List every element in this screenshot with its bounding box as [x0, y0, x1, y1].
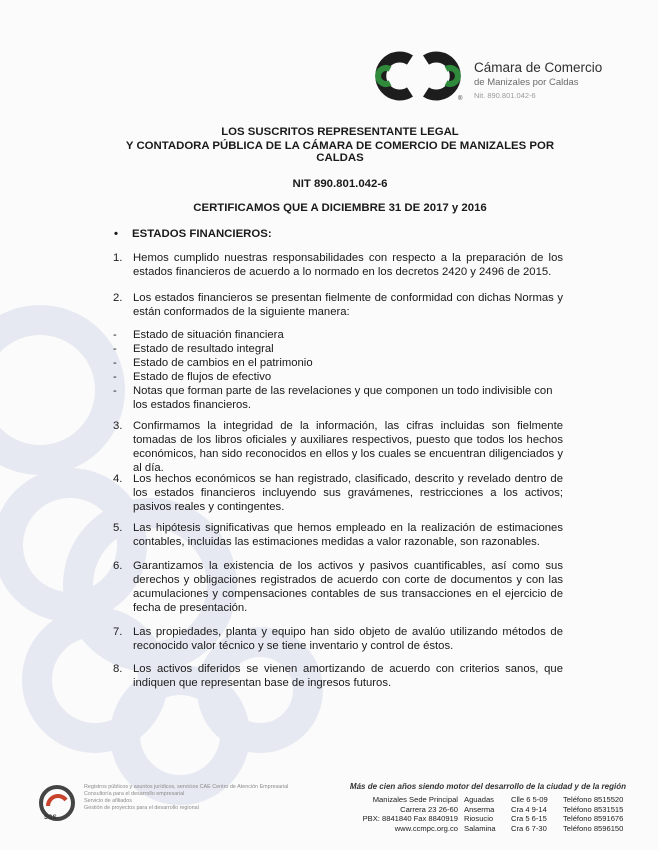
list-item [113, 559, 563, 615]
list-item [113, 251, 563, 279]
brand-block [474, 60, 602, 100]
item-number: 1. [113, 252, 123, 264]
list-item [113, 291, 563, 319]
branch-row [464, 814, 623, 824]
list-item [113, 342, 563, 356]
list-item [113, 472, 563, 514]
logo-c-left [381, 57, 410, 95]
item-text: Hemos cumplido nuestras responsabilidades con respecto a la preparación de los estados financieros de acuerdo a lo normado en los decretos 2420 y 2496 de 2015. [133, 252, 563, 278]
branch-phone: Teléfono 8515520 [563, 795, 624, 804]
item-text: Las propiedades, planta y equipo han sido objeto de avalúo utilizando métodos de reconocido valor técnico y se tiene inventario y control de éstos. [133, 626, 563, 652]
seal-label: SGS [44, 815, 57, 821]
list-item [113, 356, 563, 370]
section-bullet: • [114, 228, 118, 240]
statement-text: Estado de resultado integral [133, 343, 274, 355]
branch-city: Aguadas [464, 795, 494, 804]
website-link[interactable]: www.ccmpc.org.co [394, 823, 458, 833]
item-number: 8. [113, 663, 123, 675]
dash-marker: - [113, 329, 117, 341]
branch-phone: Teléfono 8596150 [563, 823, 624, 833]
branch-phone: Teléfono 8591676 [563, 814, 624, 824]
branch-row [464, 805, 623, 815]
section-title: ESTADOS FINANCIEROS: [132, 228, 272, 240]
statement-text: Notas que forman parte de las revelaciones y que componen un todo indivisible con los estados financieros. [133, 385, 553, 411]
logo-c-right [426, 57, 455, 95]
office-line: PBX: 8841840 Fax 8840919 [362, 814, 458, 824]
list-item [113, 419, 563, 475]
item-number: 7. [113, 626, 123, 638]
item-number: 6. [113, 560, 123, 572]
certification-heading: CERTIFICAMOS QUE A DICIEMBRE 31 DE 2017 y 2016 [193, 202, 487, 214]
services-footnote [84, 784, 288, 812]
branch-row [464, 824, 623, 834]
title-line-1: LOS SUSCRITOS REPRESENTANTE LEGAL [221, 126, 459, 138]
financial-statements-list [113, 328, 563, 412]
branch-city: Anserma [464, 804, 495, 814]
brand-name: Cámara de Comercio [474, 60, 603, 75]
chamber-logo [372, 51, 464, 101]
item-text: Los hechos económicos se han registrado, clasificado, descrito y revelado dentro de los estados financieros incluyendo sus gravámenes, restricciones a los activos; pasivos reales y contingentes. [133, 473, 563, 513]
footnote-line: Servicio de afiliados [84, 798, 132, 804]
dash-marker: - [113, 343, 117, 355]
dash-marker: - [113, 357, 117, 369]
item-number: 5. [113, 522, 123, 534]
brand-nit: Nit. 890.801.042-6 [474, 90, 536, 100]
nit-line: NIT 890.801.042-6 [292, 178, 388, 190]
office-line: Manizales Sede Principal [372, 795, 458, 804]
item-text: Los activos diferidos se vienen amortizando de acuerdo con criterios sanos, que indiquen que representan base de ingresos futuros. [133, 663, 563, 689]
item-number: 3. [113, 420, 123, 432]
branch-address: Clle 6 5-09 [511, 795, 548, 804]
branch-address: Cra 6 7-30 [511, 823, 547, 833]
main-office-block [336, 795, 458, 833]
brand-subtitle: de Manizales por Caldas [474, 77, 579, 89]
dash-marker: - [113, 371, 117, 383]
list-item [113, 384, 563, 412]
list-item [113, 625, 563, 653]
branch-row [464, 795, 623, 805]
branch-address: Cra 5 6-15 [511, 814, 547, 824]
statement-text: Estado de flujos de efectivo [133, 371, 272, 383]
footnote-line: Registros públicos y asuntos jurídicos, servicios CAE Centro de Atención Empresarial [84, 784, 289, 790]
title-line-2: Y CONTADORA PÚBLICA DE LA CÁMARA DE COMERCIO DE MANIZALES POR [125, 140, 555, 152]
footnote-line: Consultoría para el desarrollo empresarial [84, 791, 185, 797]
dash-marker: - [113, 385, 117, 397]
branch-city: Riosucio [464, 814, 494, 824]
branch-phone: Teléfono 8531515 [563, 804, 624, 814]
item-text: Los estados financieros se presentan fielmente de conformidad con dichas Normas y están conformados de la siguiente manera: [133, 292, 563, 318]
branch-address: Cra 4 9-14 [511, 804, 547, 814]
item-text: Garantizamos la existencia de los activos y pasivos cuantificables, así como sus derechos y obligaciones registrados de acuerdo con corte de documentos y con las acumulaciones y compensaciones contables de sus transacciones en el ejercicio de fecha de presentación. [133, 560, 563, 614]
statement-text: Estado de cambios en el patrimonio [133, 357, 313, 369]
list-item [113, 370, 563, 384]
item-number: 4. [113, 473, 123, 485]
branch-city: Salamina [464, 823, 496, 833]
footnote-line: Gestión de proyectos para el desarrollo regional [84, 805, 199, 811]
list-item [113, 328, 563, 342]
footer-slogan: Más de cien años siendo motor del desarrollo de la ciudad y de la región [349, 782, 626, 791]
office-line: Carrera 23 26-60 [400, 804, 458, 814]
item-number: 2. [113, 292, 123, 304]
list-item [113, 521, 563, 549]
branch-offices [464, 795, 623, 833]
statement-text: Estado de situación financiera [133, 329, 284, 341]
list-item [113, 662, 563, 690]
section-heading [114, 228, 272, 240]
title-line-3: CALDAS [316, 152, 364, 164]
item-text: Confirmamos la integridad de la información, las cifras incluidas son fielmente tomadas de los libros oficiales y auxiliares respectivos, puesto que todos los hechos económicos, han sido reconocidos en ellos y los cuales se encuentran diligenciados y al día. [133, 420, 563, 474]
registered-mark: ® [458, 96, 463, 101]
item-text: Las hipótesis significativas que hemos empleado en la realización de estimaciones contables, incluidas las estimaciones medidas a valor razonable, son razonables. [133, 522, 563, 548]
